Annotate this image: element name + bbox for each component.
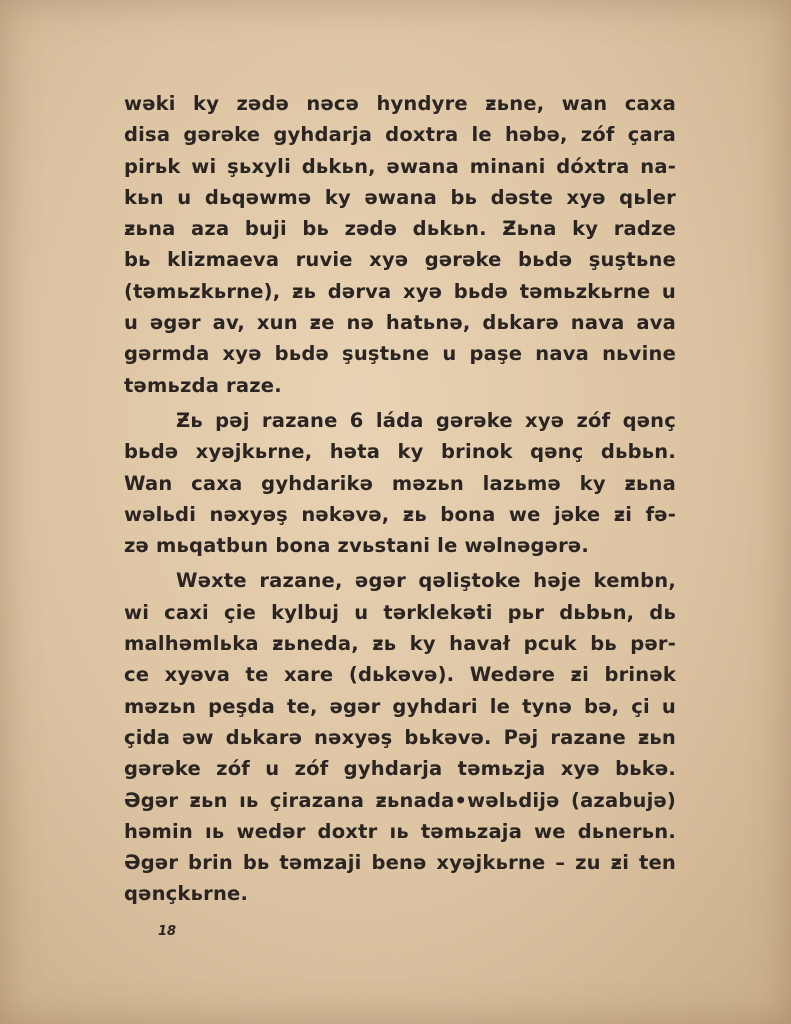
text-line: malhəmlьka ƶьneda, ƶь ky havał pcuk bь pər- <box>124 632 676 656</box>
text-line: zə mьqatbun bona zvьstani le wəlnəgərə. <box>124 534 589 558</box>
text-line: pirьk wi şьxyli dьkьn, əwana minani dóxtra na- <box>124 154 676 178</box>
paragraph <box>124 405 676 561</box>
text-line: wi caxi çie kylbuj u tərklekəti pьr dьbьn, dь <box>124 600 676 624</box>
text-line: gərmda xyə bьdə şuştьne u paşe nava nьvine <box>124 342 676 366</box>
text-line: (təmьzkьrne), ƶь dərva xyə bьdə təmьzkьrne u <box>124 279 676 303</box>
text-line: disa gərəke gyhdarja doxtra le həbə, zóf çara <box>124 123 676 147</box>
text-line: Wəxte razane, əgər qəliştoke həje kembn, <box>176 569 676 593</box>
text-line: qənçkьrne. <box>124 882 249 906</box>
text-line: Əgər brin bь təmzaji benə xyəjkьrne – zu ƶi ten <box>124 851 676 875</box>
text-line: u əgər av, xun ƶe nə hatьnə, dьkarə nava ava <box>124 311 676 335</box>
text-line: wəlьdi nəxyəş nəkəvə, ƶь bona we jəke ƶi fə- <box>124 502 676 526</box>
page-number: 18 <box>158 924 177 939</box>
text-line: məzьn peşda te, əgər gyhdari le tynə bə, çi u <box>124 694 676 718</box>
text-line: bь klizmaeva ruvie xyə gərəke bьdə şuştьne <box>124 248 676 272</box>
text-line: həmin ıь wedər doxtr ıь təmьzaja we dьnerьn. <box>124 819 676 843</box>
text-line: Əgər ƶьn ıь çirazana ƶьnada•wəlьdijə (azabujə) <box>124 788 676 812</box>
paragraph <box>124 565 676 909</box>
text-line: çida əw dьkarə nəxyəş bьkəvə. Pəj razane ƶьn <box>124 725 676 749</box>
text-line: wəki ky zədə nəcə hyndyre ƶьnе, wan caxa <box>124 92 676 115</box>
text-line: gərəke zóf u zóf gyhdarja təmьzja xyə bьkə. <box>124 757 676 781</box>
text-line: ƶьna aza buji bь zədə dьkьn. Ƶьna ky radze <box>124 217 676 241</box>
text-line: ce xyəva te xare (dьkəvə). Wedəre ƶi brinək <box>124 663 676 687</box>
text-line: kьn u dьqəwmə ky əwana bь dəste xyə qьler <box>124 185 676 209</box>
paragraph <box>124 88 676 401</box>
text-line: Wan caxa gyhdarikə məzьn lazьmə ky ƶьna <box>124 471 676 495</box>
body-text <box>124 88 676 914</box>
text-line: bьdə xyəjkьrne, həta ky brinok qənç dьbьn. <box>124 440 676 464</box>
text-line: təmьzda raze. <box>124 373 282 397</box>
text-line: Ƶь pəj razane 6 láda gərəke xyə zóf qənç <box>176 408 676 432</box>
